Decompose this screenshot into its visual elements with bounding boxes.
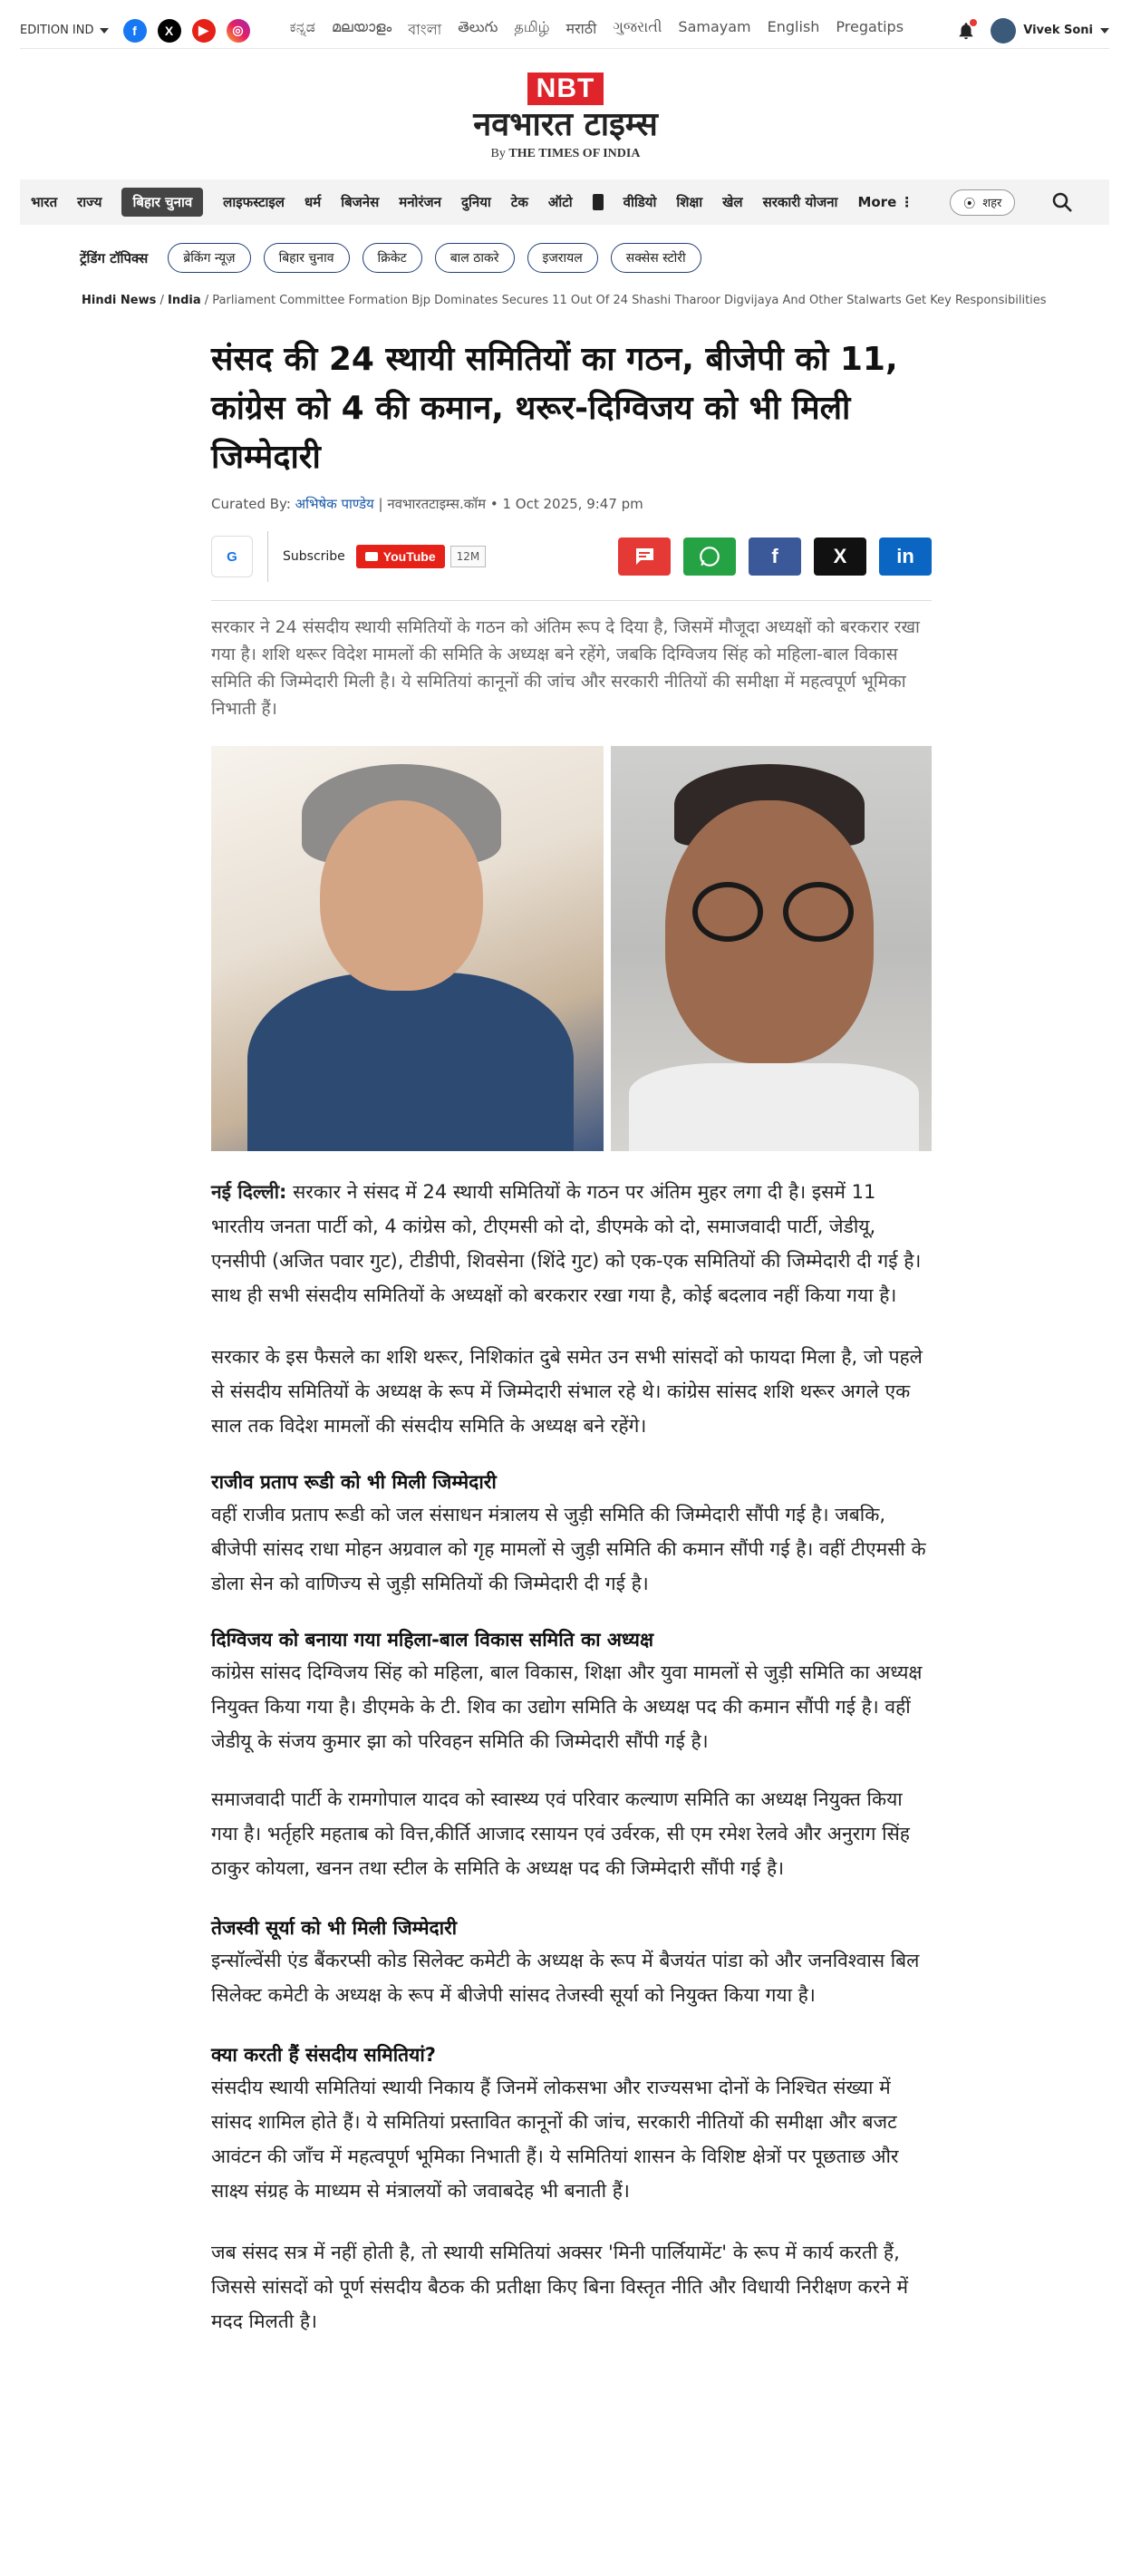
subheading: दिग्विजय को बनाया गया महिला-बाल विकास समिति का अध्यक्ष xyxy=(211,1629,654,1651)
city-selector[interactable] xyxy=(950,189,1015,216)
logo-badge: NBT xyxy=(527,73,604,105)
lang-link[interactable]: తెలుగు xyxy=(458,18,498,35)
nav-item[interactable]: खेल xyxy=(722,194,743,210)
x-icon[interactable]: X xyxy=(158,19,181,43)
paragraph: जब संसद सत्र में नहीं होती है, तो स्थायी समितियां अक्सर 'मिनी पार्लियामेंट' के रूप में कार्य करती हैं, जिससे सांसदों को पूर्ण संसदीय बैठक की प्रतीक्षा किए बिना विस्तृत नीति और विधायी निरीक्षण करने में मदद मिलती है। xyxy=(211,2242,909,2332)
youtube-icon[interactable]: ▶ xyxy=(192,19,216,43)
nav-item[interactable]: बिजनेस xyxy=(341,194,380,210)
article-summary: सरकार ने 24 संसदीय स्थायी समितियों के गठन को अंतिम रूप दे दिया है, जिसमें मौजूदा अध्यक्षों को बरकरार रखा गया है। शशि थरूर विदेश मामलों की समिति के अध्यक्ष बने रहेंगे, जबकि दिग्विजय सिंह को महिला-बाल विकास समिति की जिम्मेदारी मिली है। ये समितियां कानूनों की जांच और सरकारी नीतियों की समीक्षा में महत्वपूर्ण भूमिका निभाती हैं। xyxy=(211,617,920,719)
site-logo[interactable] xyxy=(0,73,1131,161)
lang-link[interactable]: മലയാളം xyxy=(331,18,392,35)
article-body xyxy=(211,1175,932,2339)
nav-item[interactable]: धर्म xyxy=(304,194,322,210)
nav-item[interactable]: राज्य xyxy=(77,194,102,210)
city-label: शहर xyxy=(982,197,1002,210)
x-share-button[interactable] xyxy=(814,537,866,576)
paragraph: समाजवादी पार्टी के रामगोपाल यादव को स्वास्थ्य एवं परिवार कल्याण समिति का अध्यक्ष नियुक्त किया गया है। भर्तृहरि महताब को वित्त,कीर्ति आजाद रसायन एवं उर्वरक, सी एम रमेश रेलवे और अनुराग सिंह ठाकुर कोयला, खनन तथा स्टील के समिति के अध्यक्ष पद की जिम्मेदारी सौंपी गई है। xyxy=(211,1788,910,1879)
main-nav xyxy=(20,179,1109,225)
share-bar xyxy=(211,531,932,582)
subheading: तेजस्वी सूर्या को भी मिली जिम्मेदारी xyxy=(211,1917,458,1939)
user-menu[interactable] xyxy=(991,18,1109,44)
lang-link[interactable]: ગુજરાતી xyxy=(613,18,662,35)
x-icon: X xyxy=(833,545,847,567)
nav-item[interactable]: शिक्षा xyxy=(676,194,703,210)
lang-link[interactable]: मराठी xyxy=(566,20,597,37)
facebook-share-button[interactable] xyxy=(749,537,801,576)
subheading: क्या करती हैं संसदीय समितियां? xyxy=(211,2044,436,2066)
chevron-down-icon xyxy=(1100,28,1109,34)
chevron-down-icon xyxy=(100,28,109,34)
dateline: नई दिल्ली: xyxy=(211,1181,287,1203)
paragraph: नई दिल्ली: सरकार ने संसद में 24 स्थायी समितियों के गठन पर अंतिम मुहर लगा दी है। इसमें 11 भारतीय जनता पार्टी को, 4 कांग्रेस को, टीएमसी को दो, डीएमके को दो, समाजवादी पार्टी, जेडीयू, एनसीपी (अजित पवार गुट), टीडीपी, शिवसेना (शिंदे गुट) को एक-एक समितियों की जिम्मेदारी दी गई है। साथ ही सभी संसदीय समितियों के अध्यक्षों को बरकरार रखा गया है, कोई बदलाव नहीं किया गया है। xyxy=(211,1181,922,1306)
lang-link[interactable]: বাংলা xyxy=(408,21,442,38)
language-links xyxy=(290,18,904,43)
trending-topic[interactable]: इजरायल xyxy=(527,243,598,273)
hero-photo-right xyxy=(611,746,932,1151)
trending-topic[interactable]: बाल ठाकरे xyxy=(435,243,515,273)
hero-image xyxy=(211,746,932,1151)
linkedin-icon: in xyxy=(896,545,914,567)
trending-topics xyxy=(80,243,701,273)
nav-item-active[interactable]: बिहार चुनाव xyxy=(121,188,203,217)
linkedin-share-button[interactable] xyxy=(879,537,932,576)
lang-link[interactable]: ಕನ್ನಡ xyxy=(289,18,315,35)
paragraph: सरकार के इस फैसले का शशि थरूर, निशिकांत दुबे समेत उन सभी सांसदों को फायदा मिला है, जो पहले से संसदीय समितियों के अध्यक्ष के रूप में जिम्मेदारी संभाल रहे थे। कांग्रेस सांसद शशि थरूर अगले एक साल तक विदेश मामलों की संसदीय समिति के अध्यक्ष बने रहेंगे। xyxy=(211,1346,923,1437)
top-bar xyxy=(20,13,1109,49)
divider xyxy=(211,600,932,601)
paragraph: कांग्रेस सांसद दिग्विजय सिंह को महिला, बाल विकास, शिक्षा और युवा मामलों से जुड़ी समिति का अध्यक्ष नियुक्त किया गया है। डीएमके के टी. शिव का उद्योग समिति के अध्यक्ष पद की कमान सौंपी गई है। वहीं जेडीयू के संजय कुमार झा को परिवहन समिति की जिम्मेदारी सौंपी गई है। xyxy=(211,1661,923,1752)
more-menu[interactable]: More ⋮ xyxy=(857,194,914,210)
social-links xyxy=(123,19,250,43)
comment-icon xyxy=(633,547,655,567)
hero-photo-left xyxy=(211,746,604,1151)
nav-item[interactable]: लाइफस्टाइल xyxy=(223,194,285,210)
more-dots-icon: ⋮ xyxy=(900,194,914,210)
subscriber-count: 12M xyxy=(450,546,487,567)
trending-topic[interactable]: क्रिकेट xyxy=(362,243,422,273)
edition-selector[interactable] xyxy=(20,24,109,37)
instagram-icon[interactable]: ◎ xyxy=(227,19,250,43)
trending-topic[interactable]: बिहार चुनाव xyxy=(264,243,350,273)
trending-topic[interactable]: ब्रेकिंग न्यूज़ xyxy=(168,243,250,273)
avatar xyxy=(991,18,1016,44)
trending-label: ट्रेंडिंग टॉपिक्स xyxy=(80,249,149,266)
divider xyxy=(267,531,268,582)
whatsapp-icon xyxy=(698,545,721,568)
breadcrumb-section[interactable]: India xyxy=(167,294,201,307)
lang-link[interactable]: தமிழ் xyxy=(514,18,550,35)
paragraph: इन्सॉल्वेंसी एंड बैंकरप्सी कोड सिलेक्ट कमेटी के अध्यक्ष के रूप में बैजयंत पांडा को और जनविश्वास बिल सिलेक्ट कमेटी के अध्यक्ष के रूप में बीजेपी सांसद तेजस्वी सूर्या को नियुक्त किया गया है। xyxy=(211,1950,920,2006)
facebook-icon[interactable]: f xyxy=(123,19,147,43)
author-link[interactable]: अभिषेक पाण्डेय xyxy=(295,496,374,512)
nav-item[interactable]: टेक xyxy=(510,194,528,210)
nav-item[interactable]: ऑटो xyxy=(547,194,573,210)
user-name: Vivek Soni xyxy=(1023,24,1093,37)
subheading: राजीव प्रताप रूडी को भी मिली जिम्मेदारी xyxy=(211,1471,497,1493)
lang-link[interactable]: English xyxy=(767,18,820,35)
google-news-icon[interactable]: G xyxy=(211,536,253,577)
paragraph: वहीं राजीव प्रताप रूडी को जल संसाधन मंत्रालय से जुड़ी समिति की जिम्मेदारी सौंपी गई है। जबकि, बीजेपी सांसद राधा मोहन अग्रवाल को गृह मामलों से जुड़ी समिति की कमान सौंपी गई है। वहीं टीएमसी के डोला सेन को वाणिज्य से जुड़ी समितियों की जिम्मेदारी दी गई है। xyxy=(211,1504,926,1594)
facebook-icon: f xyxy=(771,545,778,567)
nav-item[interactable]: दुनिया xyxy=(461,194,491,210)
notification-dot xyxy=(970,19,977,26)
breadcrumb-current: Parliament Committee Formation Bjp Dominates Secures 11 Out Of 24 Shashi Tharoor Digvijaya And Other Stalwarts Get Key Responsibilities xyxy=(212,294,1047,307)
edition-label: EDITION IND xyxy=(20,24,94,37)
breadcrumb: Hindi News / India / Parliament Committee Formation Bjp Dominates Secures 11 Out Of 24 Shashi Tharoor Digvijaya And Other Stalwarts Get Key Responsibilities xyxy=(82,294,1047,307)
article-title: संसद की 24 स्थायी समितियों का गठन, बीजेपी को 11, कांग्रेस को 4 की कमान, थरूर-दिग्विजय को भी मिली जिम्मेदारी xyxy=(211,341,898,476)
youtube-subscribe-button[interactable]: YouTube xyxy=(356,545,445,568)
shorts-icon[interactable] xyxy=(593,194,604,210)
youtube-icon xyxy=(365,552,378,561)
article-meta: Curated By: अभिषेक पाण्डेय | नवभारतटाइम्स.कॉम • 1 Oct 2025, 9:47 pm xyxy=(211,496,643,512)
breadcrumb-home[interactable]: Hindi News xyxy=(82,294,157,307)
paragraph: संसदीय स्थायी समितियां स्थायी निकाय हैं जिनमें लोकसभा और राज्यसभा दोनों के निश्चित संख्या में सांसद शामिल होते हैं। ये समितियां प्रस्तावित कानूनों की जांच, सरकारी नीतियों की समीक्षा और बजट आवंटन की जाँच में महत्वपूर्ण भूमिका निभाती हैं। ये समितियां शासन के विशिष्ट क्षेत्रों पर पूछताछ और साक्ष्य संग्रह के माध्यम से मंत्रालयों को जवाबदेह भी बनाती हैं। xyxy=(211,2077,899,2202)
search-icon[interactable] xyxy=(1051,191,1073,213)
nav-item[interactable]: सरकारी योजना xyxy=(762,194,838,210)
subscribe-label: Subscribe xyxy=(283,549,345,564)
lang-link[interactable]: Samayam xyxy=(678,18,751,35)
logo-byline: By THE TIMES OF INDIA xyxy=(490,147,641,160)
logo-name: नवभारत टाइम्स xyxy=(473,106,658,143)
nav-item[interactable]: वीडियो xyxy=(623,194,657,210)
nav-item[interactable]: भारत xyxy=(31,194,58,210)
whatsapp-share-button[interactable] xyxy=(683,537,736,576)
location-pin-icon: ⦿ xyxy=(963,197,976,211)
lang-link[interactable]: Pregatips xyxy=(836,18,904,35)
article xyxy=(211,335,932,2366)
bell-icon[interactable] xyxy=(956,21,976,41)
trending-topic[interactable]: सक्सेस स्टोरी xyxy=(611,243,701,273)
nav-item[interactable]: मनोरंजन xyxy=(399,194,442,210)
comment-button[interactable] xyxy=(618,537,671,576)
